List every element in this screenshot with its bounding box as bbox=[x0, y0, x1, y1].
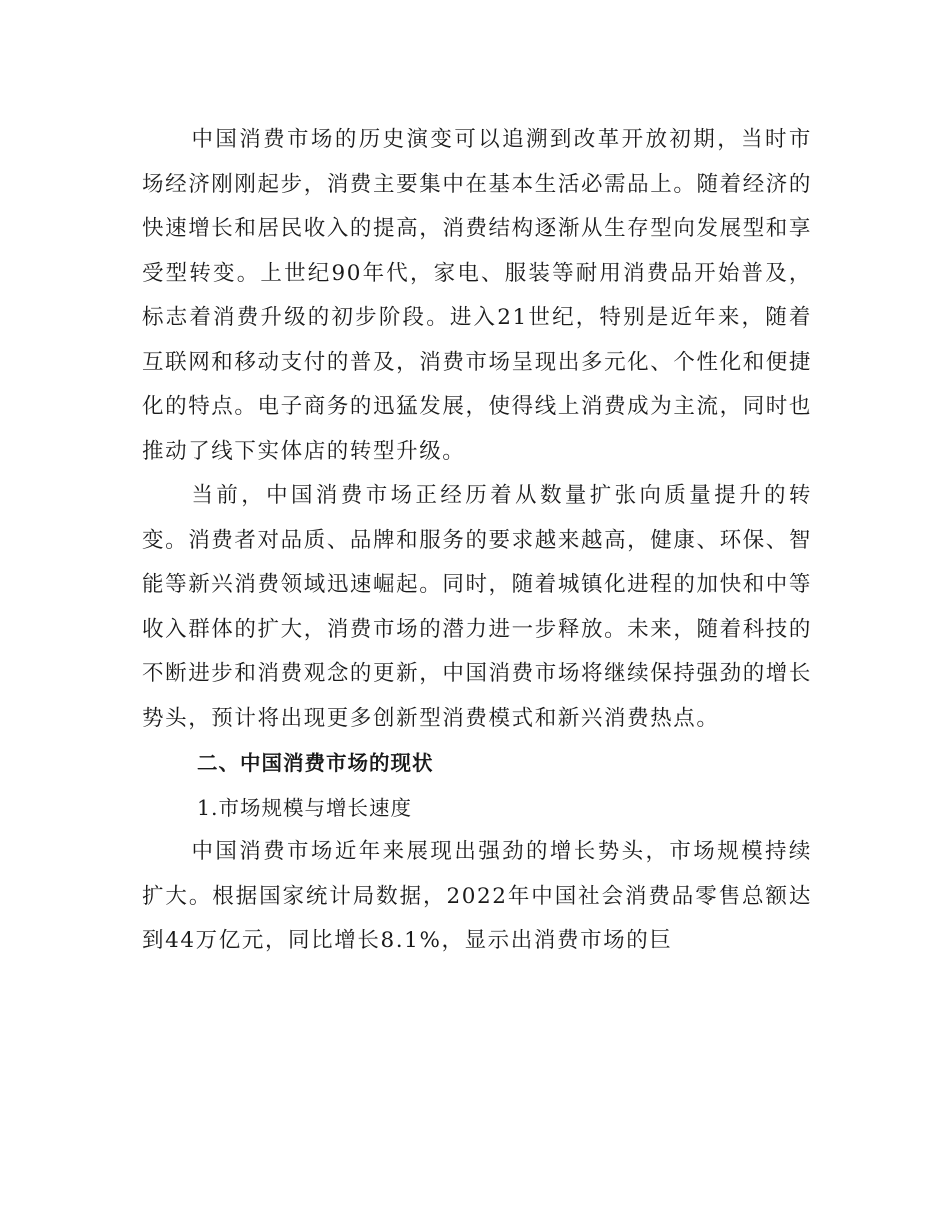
paragraph-current: 当前，中国消费市场正经历着从数量扩张向质量提升的转变。消费者对品质、品牌和服务的要求越来越高，健康、环保、智能等新兴消费领域迅速崛起。同时，随着城镇化进程的加快和中等收入群体的扩大，消费市场的潜力进一步释放。未来，随着科技的不断进步和消费观念的更新，中国消费市场将继续保持强劲的增长势头，预计将出现更多创新型消费模式和新兴消费热点。 bbox=[142, 483, 812, 731]
paragraph-market-size: 中国消费市场近年来展现出强劲的增长势头，市场规模持续扩大。根据国家统计局数据，2022年中国社会消费品零售总额达到44万亿元，同比增长8.1%，显示出消费市场的巨 bbox=[142, 839, 812, 953]
section-heading: 二、中国消费市场的现状 bbox=[197, 751, 434, 775]
paragraph-history: 中国消费市场的历史演变可以追溯到改革开放初期，当时市场经济刚刚起步，消费主要集中在基本生活必需品上。随着经济的快速增长和居民收入的提高，消费结构逐渐从生存型向发展型和享受型转变。上世纪90年代，家电、服装等耐用消费品开始普及，标志着消费升级的初步阶段。进入21世纪，特别是近年来，随着互联网和移动支付的普及，消费市场呈现出多元化、个性化和便捷化的特点。电子商务的迅猛发展，使得线上消费成为主流，同时也推动了线下实体店的转型升级。 bbox=[142, 127, 812, 464]
document-body bbox=[142, 118, 812, 964]
subsection-heading: 1.市场规模与增长速度 bbox=[197, 795, 413, 820]
